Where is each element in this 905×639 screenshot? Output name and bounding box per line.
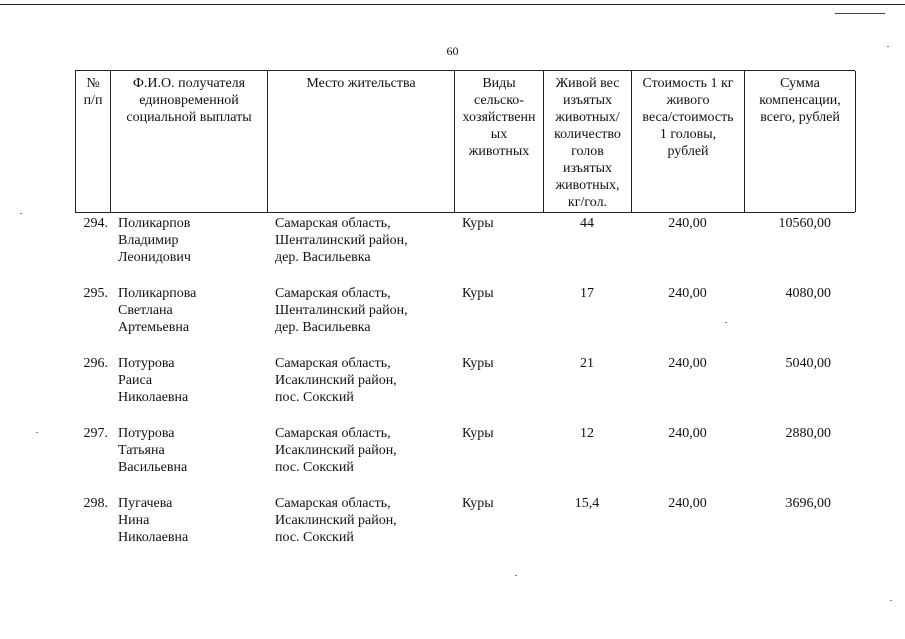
header-name: Ф.И.О. получателя единовременной социальной выплаты bbox=[111, 71, 268, 212]
table-row bbox=[75, 213, 855, 283]
residence: Самарская область, Исаклинский район, пос. Сокский bbox=[275, 356, 397, 405]
table-header bbox=[75, 70, 855, 213]
compensation-total: 5040,00 bbox=[785, 356, 831, 371]
compensation-total: 4080,00 bbox=[785, 286, 831, 301]
recipient-name: Пугачева Нина Николаевна bbox=[118, 496, 189, 545]
row-number: 297. bbox=[83, 426, 108, 441]
scan-top-rule-fragment bbox=[835, 13, 885, 14]
header-num: № п/п bbox=[76, 71, 111, 212]
header-price: Стоимость 1 кг живого веса/стоимость 1 головы, рублей bbox=[632, 71, 745, 212]
live-weight: 21 bbox=[580, 356, 594, 371]
recipient-name: Потурова Татьяна Васильевна bbox=[118, 426, 188, 475]
animal-kind: Куры bbox=[462, 426, 494, 441]
row-number: 295. bbox=[83, 286, 108, 301]
recipient-name: Поликарпова Светлана Артемьевна bbox=[118, 286, 197, 335]
scan-speck bbox=[515, 575, 517, 576]
live-weight: 15,4 bbox=[574, 496, 600, 511]
header-address: Место жительства bbox=[268, 71, 455, 212]
animal-kind: Куры bbox=[462, 286, 494, 301]
live-weight: 17 bbox=[580, 286, 594, 301]
unit-price: 240,00 bbox=[668, 286, 707, 301]
unit-price: 240,00 bbox=[668, 426, 707, 441]
compensation-total: 2880,00 bbox=[785, 426, 831, 441]
scan-top-rule bbox=[0, 0, 905, 8]
animal-kind: Куры bbox=[462, 356, 494, 371]
animal-kind: Куры bbox=[462, 216, 494, 231]
recipient-name: Поликарпов Владимир Леонидович bbox=[118, 216, 191, 265]
recipient-name: Потурова Раиса Николаевна bbox=[118, 356, 189, 405]
residence: Самарская область, Исаклинский район, пос. Сокский bbox=[275, 496, 397, 545]
page-number: 60 bbox=[446, 44, 459, 58]
scan-speck bbox=[887, 46, 889, 47]
table-row bbox=[75, 353, 855, 423]
animal-kind: Куры bbox=[462, 496, 494, 511]
scan-speck bbox=[20, 213, 22, 214]
table-row bbox=[75, 283, 855, 353]
header-animal: Виды сельско- хозяйственн ых животных bbox=[455, 71, 544, 212]
table-body bbox=[75, 213, 855, 563]
row-number: 298. bbox=[83, 496, 108, 511]
residence: Самарская область, Шенталинский район, дер. Васильевка bbox=[275, 216, 408, 265]
scan-speck bbox=[36, 432, 38, 433]
row-number: 294. bbox=[83, 216, 108, 231]
live-weight: 44 bbox=[580, 216, 594, 231]
compensation-table bbox=[75, 70, 855, 563]
row-number: 296. bbox=[83, 356, 108, 371]
unit-price: 240,00 bbox=[668, 216, 707, 231]
unit-price: 240,00 bbox=[668, 356, 707, 371]
compensation-total: 3696,00 bbox=[785, 496, 831, 511]
compensation-total: 10560,00 bbox=[778, 216, 831, 231]
residence: Самарская область, Исаклинский район, пос. Сокский bbox=[275, 426, 397, 475]
header-weight: Живой вес изъятых животных/ количество голов изъятых животных, кг/гол. bbox=[544, 71, 632, 212]
scan-speck bbox=[890, 600, 892, 601]
residence: Самарская область, Шенталинский район, дер. Васильевка bbox=[275, 286, 408, 335]
table-row bbox=[75, 423, 855, 493]
header-total: Сумма компенсации, всего, рублей bbox=[745, 71, 856, 212]
scan-speck bbox=[725, 322, 727, 323]
live-weight: 12 bbox=[580, 426, 594, 441]
unit-price: 240,00 bbox=[668, 496, 707, 511]
table-row bbox=[75, 493, 855, 563]
